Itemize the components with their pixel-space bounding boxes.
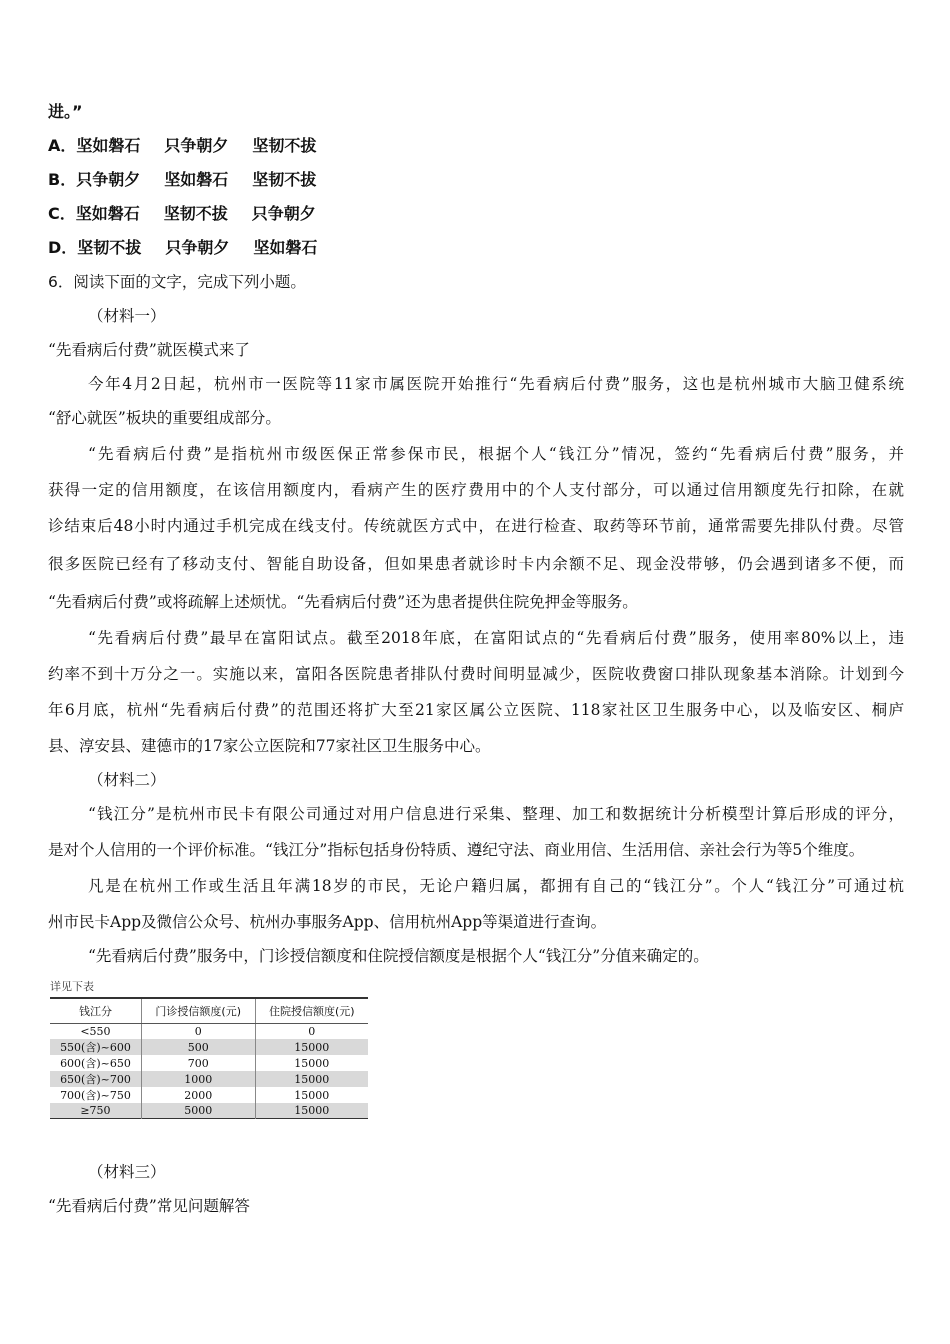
table-header: 钱江分 <box>50 998 141 1024</box>
option-word: 坚如磐石 <box>75 204 140 223</box>
credit-table <box>50 997 368 1119</box>
table-cell: 650(含)~700 <box>50 1071 141 1087</box>
table-cell: 15000 <box>255 1055 368 1071</box>
paragraph-line: “先看病后付费”最早在富阳试点。截至2018年底，在富阳试点的“先看病后付费”服务，使用率80%以上，违 <box>88 629 904 647</box>
option-word: 坚如磐石 <box>164 170 229 189</box>
table-cell: 700(含)~750 <box>60 1089 131 1102</box>
table-row <box>50 1103 368 1119</box>
option-word: 坚韧不拔 <box>252 136 317 155</box>
option-letter: D． <box>48 238 78 257</box>
credit-table-figure <box>50 978 370 1119</box>
table-cell: 1000 <box>141 1071 255 1087</box>
paragraph-line: 诊结束后48小时内通过手机完成在线支付。传统就医方式中，在进行检查、取药等环节前，通常需要先排队付费。尽管 <box>48 517 904 535</box>
material-3-label: （材料三） <box>88 1163 166 1181</box>
table-row <box>50 1024 368 1040</box>
paragraph-line: 凡是在杭州工作或生活且年满18岁的市民，无论户籍归属，都拥有自己的“钱江分”。个人“钱江分”可通过杭 <box>88 877 904 895</box>
table-cell: 15000 <box>255 1087 368 1103</box>
table-cell: 600(含)~650 <box>60 1057 131 1070</box>
paragraph-line: “钱江分”是杭州市民卡有限公司通过对用户信息进行采集、整理、加工和数据统计分析模型计算后形成的评分， <box>88 805 904 823</box>
table-header: 门诊授信额度(元) <box>141 998 255 1024</box>
table-row <box>50 1039 368 1055</box>
option-letter: A． <box>48 136 77 155</box>
table-cell: 15000 <box>255 1071 368 1087</box>
paragraph-line: 约率不到十万分之一。实施以来，富阳各医院患者排队付费时间明显减少，医院收费窗口排队现象基本消除。计划到今 <box>48 665 904 683</box>
material-1-label: （材料一） <box>88 307 166 325</box>
option-d[interactable] <box>48 238 317 258</box>
paragraph-line: 很多医院已经有了移动支付、智能自助设备，但如果患者就诊时卡内余额不足、现金没带够，仍会遇到诸多不便，而 <box>48 555 904 573</box>
table-row <box>50 1087 368 1103</box>
paragraph-line: 今年4月2日起，杭州市一医院等11家市属医院开始推行“先看病后付费”服务，这也是杭州城市大脑卫健系统 <box>88 375 904 393</box>
table-cell: 550(含)~600 <box>50 1039 141 1055</box>
table-cell: 5000 <box>141 1103 255 1119</box>
material-1-title: “先看病后付费”就医模式来了 <box>48 341 250 359</box>
paragraph-line: 县、淳安县、建德市的17家公立医院和77家社区卫生服务中心。 <box>48 737 491 755</box>
option-word: 只争朝夕 <box>165 238 230 257</box>
table-cell: 0 <box>255 1024 368 1040</box>
paragraph-line: 年6月底，杭州“先看病后付费”的范围还将扩大至21家区属公立医院、118家社区卫生服务中心，以及临安区、桐庐 <box>48 701 904 719</box>
paragraph-line: “先看病后付费”或将疏解上述烦忧。“先看病后付费”还为患者提供住院免押金等服务。 <box>48 593 638 611</box>
option-word: 只争朝夕 <box>164 136 229 155</box>
option-c[interactable] <box>48 204 316 224</box>
table-cell: 500 <box>141 1039 255 1055</box>
option-a[interactable] <box>48 136 316 156</box>
table-cell: 15000 <box>255 1103 368 1119</box>
paragraph-line: “舒心就医”板块的重要组成部分。 <box>48 409 281 427</box>
table-cell: 2000 <box>141 1087 255 1103</box>
table-cell: ≥750 <box>50 1103 141 1119</box>
material-2-label: （材料二） <box>88 771 166 789</box>
option-word: 只争朝夕 <box>251 204 316 223</box>
paragraph-line: 州市民卡App及微信公众号、杭州办事服务App、信用杭州App等渠道进行查询。 <box>48 913 607 931</box>
table-cell: 15000 <box>255 1039 368 1055</box>
table-header: 住院授信额度(元) <box>255 998 368 1024</box>
paragraph-line: 是对个人信用的一个评价标准。“钱江分”指标包括身份特质、遵纪守法、商业用信、生活用信、亲社会行为等5个维度。 <box>48 841 865 859</box>
table-caption: 详见下表 <box>50 980 94 993</box>
question-6: 6．阅读下面的文字，完成下列小题。 <box>48 273 306 291</box>
paragraph-line: 获得一定的信用额度，在该信用额度内，看病产生的医疗费用中的个人支付部分，可以通过信用额度先行扣除，在就 <box>48 481 904 499</box>
option-word: 坚韧不拔 <box>77 238 142 257</box>
paragraph-line: “先看病后付费”服务中，门诊授信额度和住院授信额度是根据个人“钱江分”分值来确定的。 <box>88 947 709 965</box>
option-word: 只争朝夕 <box>76 170 141 189</box>
text-line: 进。” <box>48 102 83 121</box>
material-3-title: “先看病后付费”常见问题解答 <box>48 1197 250 1215</box>
paragraph-line: “先看病后付费”是指杭州市级医保正常参保市民，根据个人“钱江分”情况，签约“先看病后付费”服务，并 <box>88 445 904 463</box>
table-row <box>50 1055 368 1071</box>
option-word: 坚如磐石 <box>76 136 141 155</box>
table-header-row <box>50 998 368 1024</box>
option-word: 坚韧不拔 <box>252 170 317 189</box>
table-cell: 0 <box>141 1024 255 1040</box>
option-word: 坚韧不拔 <box>163 204 228 223</box>
table-cell: <550 <box>80 1025 111 1038</box>
option-b[interactable] <box>48 170 316 190</box>
option-letter: C． <box>48 204 76 223</box>
table-cell: 700 <box>141 1055 255 1071</box>
option-letter: B． <box>48 170 77 189</box>
option-word: 坚如磐石 <box>253 238 318 257</box>
table-row <box>50 1071 368 1087</box>
